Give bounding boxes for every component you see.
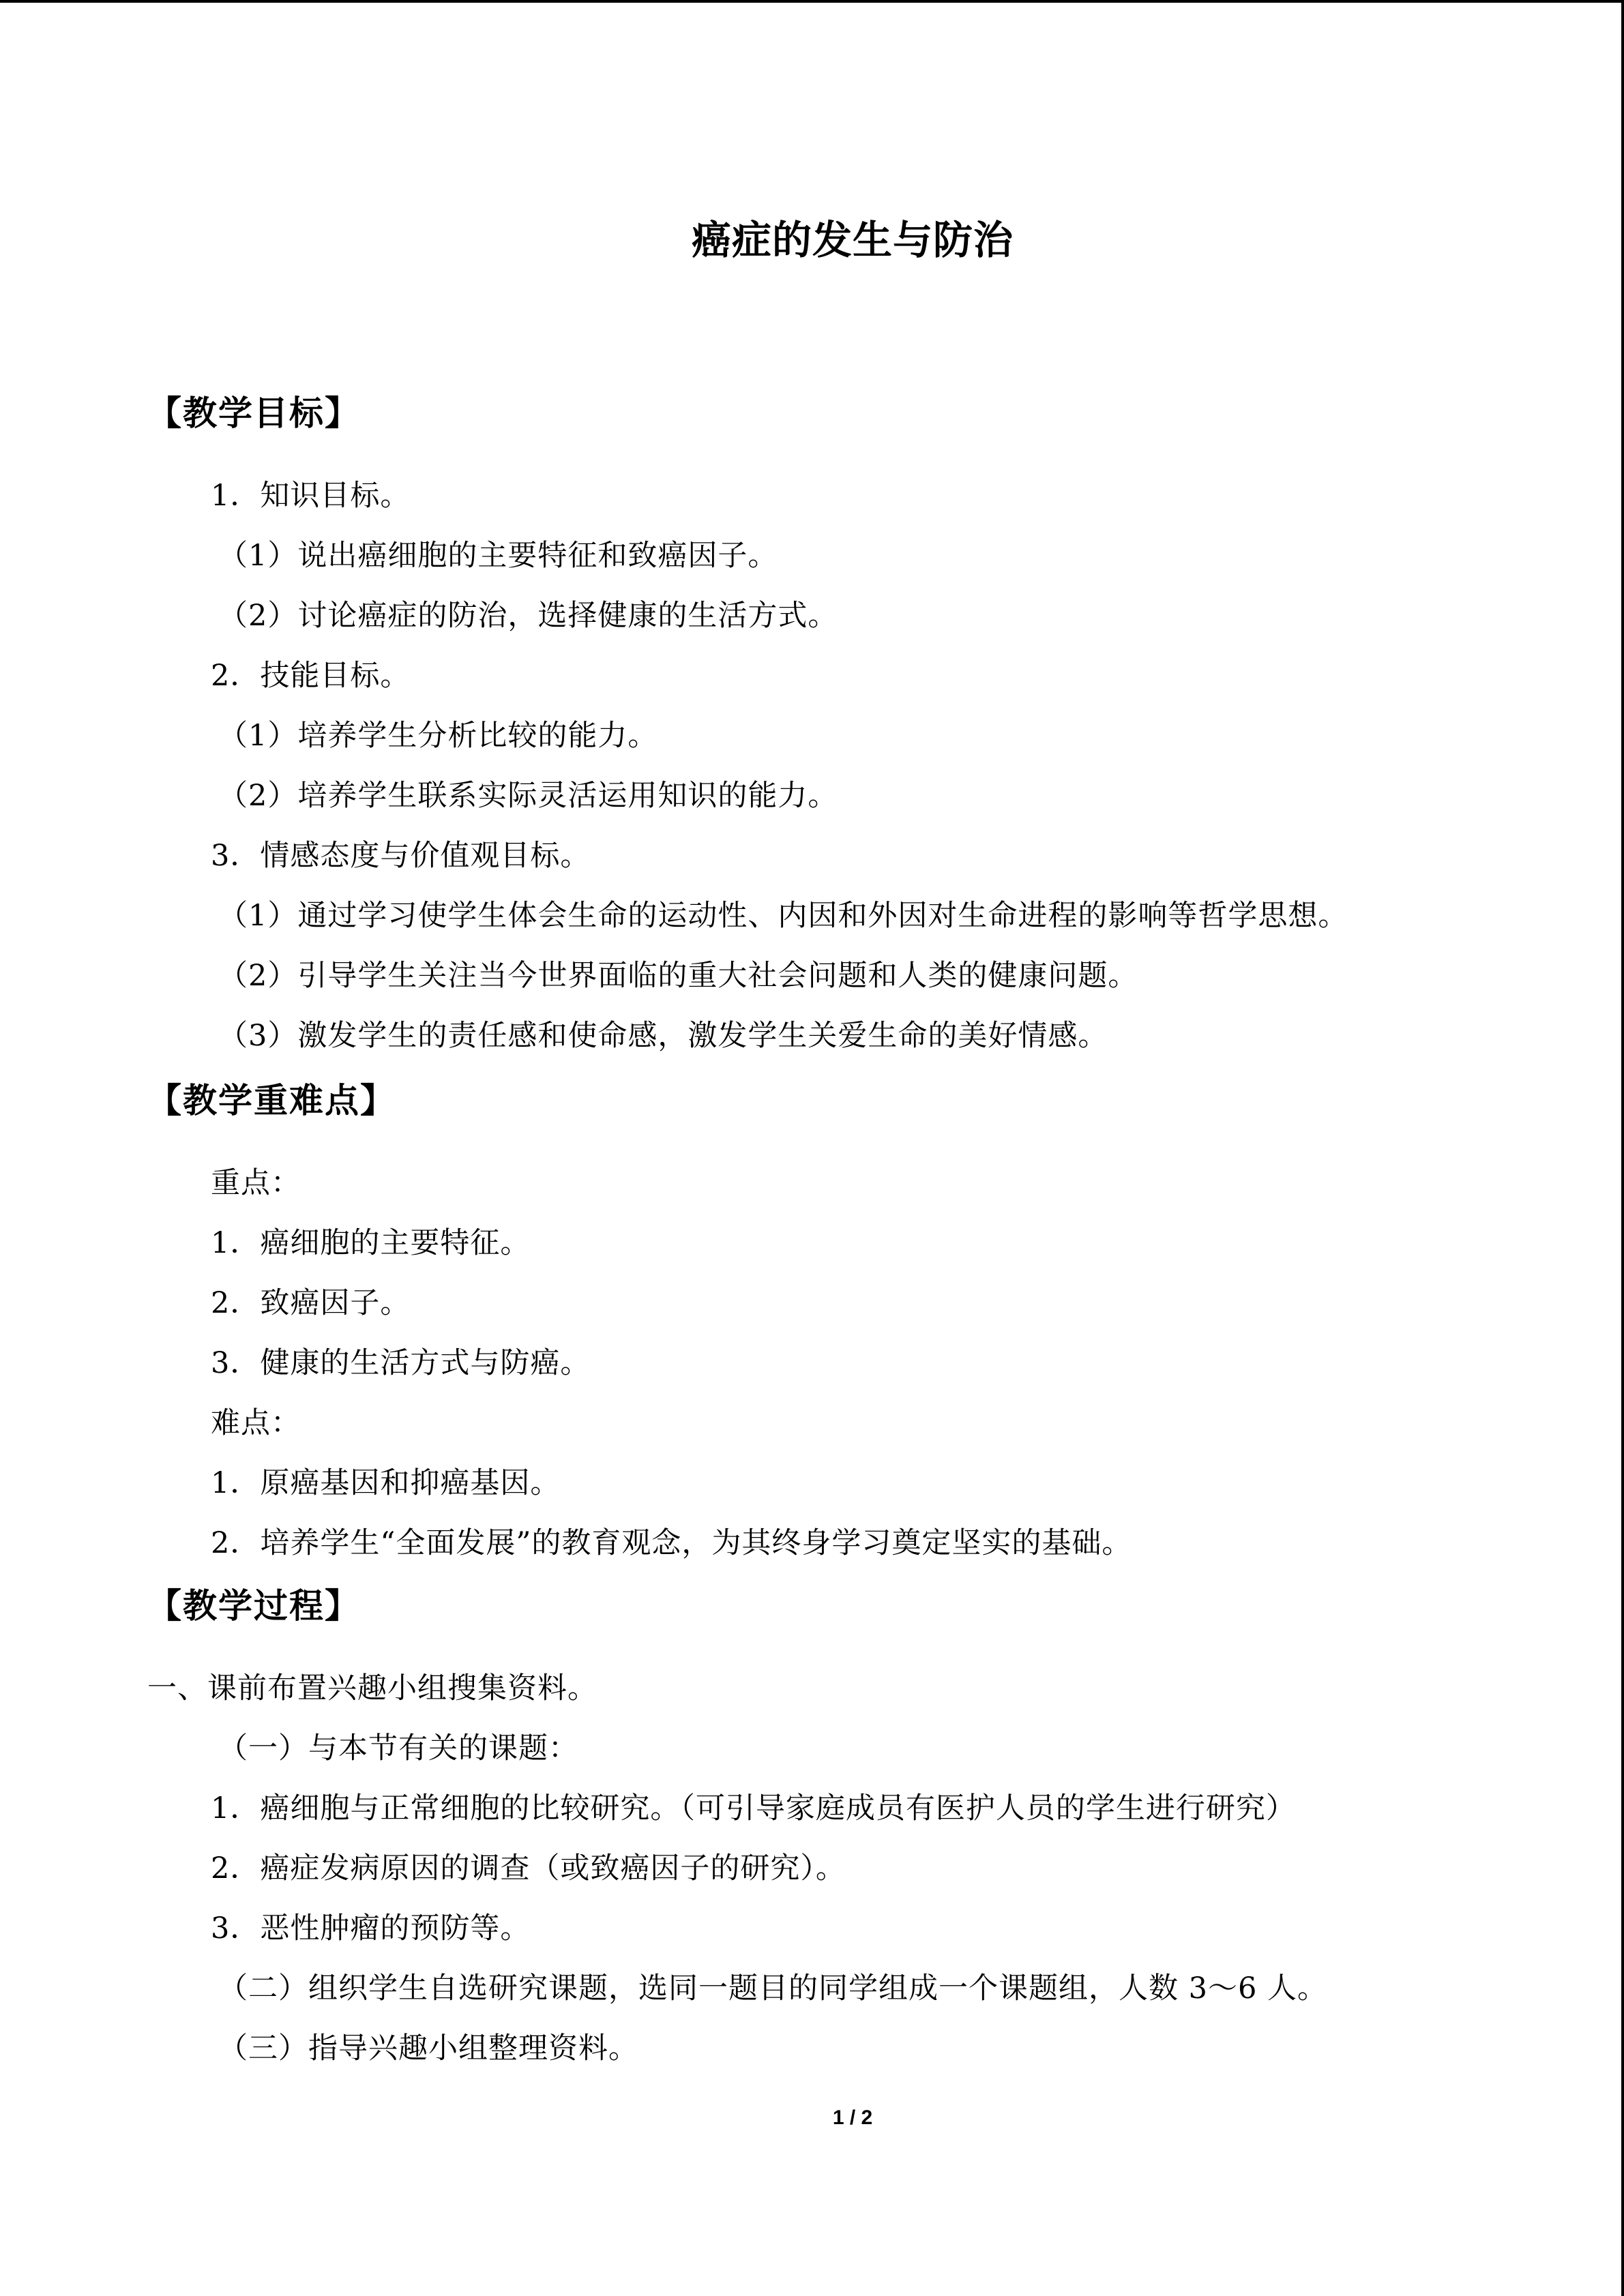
key-point-line: 3．健康的生活方式与防癌。 xyxy=(211,1346,591,1380)
section-heading-process: 【教学过程】 xyxy=(147,1586,360,1626)
key-point-line: 2．致癌因子。 xyxy=(211,1286,411,1320)
objective-line: 2．技能目标。 xyxy=(211,659,411,693)
document-title: 癌症的发生与防治 xyxy=(691,217,1014,263)
objective-line: 1．知识目标。 xyxy=(211,479,411,513)
key-point-line: 难点： xyxy=(211,1406,301,1440)
page-border-right xyxy=(1621,0,1624,2296)
page-border-top xyxy=(0,0,1624,3)
objective-line: （2）培养学生联系实际灵活运用知识的能力。 xyxy=(218,779,838,813)
page-number: 1 / 2 xyxy=(832,2106,873,2129)
process-line: （一）与本节有关的课题： xyxy=(218,1731,578,1765)
objective-line: （2）讨论癌症的防治，选择健康的生活方式。 xyxy=(218,599,838,633)
objective-line: （1）培养学生分析比较的能力。 xyxy=(218,719,658,753)
section-heading-objectives: 【教学目标】 xyxy=(147,393,360,433)
process-line: 1．癌细胞与正常细胞的比较研究。（可引导家庭成员有医护人员的学生进行研究） xyxy=(211,1791,1296,1825)
process-line: （二）组织学生自选研究课题，选同一题目的同学组成一个课题组，人数 3～6 人。 xyxy=(218,1971,1328,2006)
process-line: 2．癌症发病原因的调查（或致癌因子的研究）。 xyxy=(211,1851,846,1885)
key-point-line: 1．癌细胞的主要特征。 xyxy=(211,1226,531,1260)
process-line: 3．恶性肿瘤的预防等。 xyxy=(211,1911,531,1945)
objective-line: 3．情感态度与价值观目标。 xyxy=(211,839,591,873)
objective-line: （3）激发学生的责任感和使命感，激发学生关爱生命的美好情感。 xyxy=(218,1019,1108,1053)
process-line: （三）指导兴趣小组整理资料。 xyxy=(218,2031,638,2066)
process-line: 一、课前布置兴趣小组搜集资料。 xyxy=(147,1671,597,1705)
objective-line: （1）通过学习使学生体会生命的运动性、内因和外因对生命进程的影响等哲学思想。 xyxy=(218,899,1348,933)
section-heading-key-points: 【教学重难点】 xyxy=(147,1081,396,1120)
key-point-line: 2．培养学生“全面发展”的教育观念，为其终身学习奠定坚实的基础。 xyxy=(211,1526,1132,1560)
key-point-line: 1．原癌基因和抑癌基因。 xyxy=(211,1466,561,1500)
objective-line: （1）说出癌细胞的主要特征和致癌因子。 xyxy=(218,539,778,573)
key-point-line: 重点： xyxy=(211,1166,301,1200)
objective-line: （2）引导学生关注当今世界面临的重大社会问题和人类的健康问题。 xyxy=(218,959,1138,993)
